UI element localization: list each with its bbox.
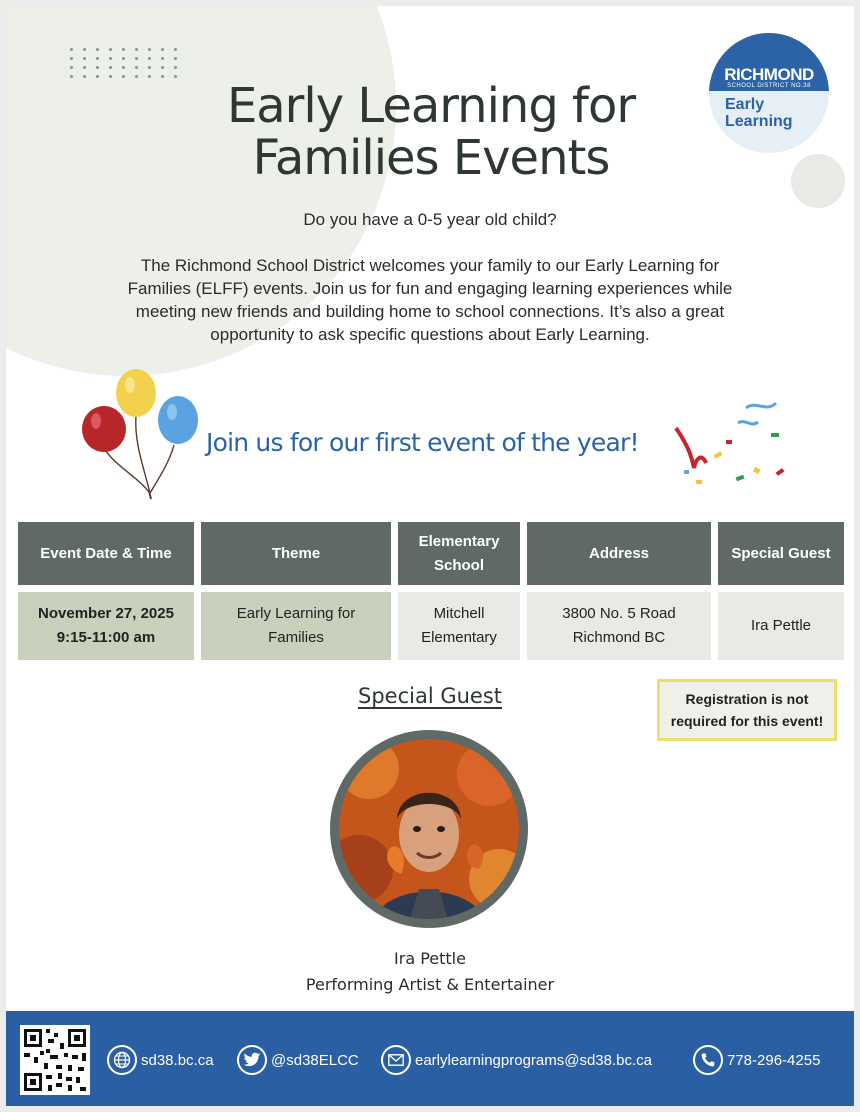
header-school: Elementary School [398,522,520,585]
age-question: Do you have a 0-5 year old child? [303,210,557,229]
twitter-link[interactable]: @sd38ELCC [237,1045,359,1075]
guest-name: Ira Pettle [394,949,466,968]
header-special-guest: Special Guest [718,522,844,585]
cell-theme: Early Learning for Families [201,592,391,660]
balloons-illustration [74,363,204,503]
mail-icon [381,1045,411,1075]
join-banner-text: Join us for our first event of the year! [206,428,639,457]
phone-link[interactable]: 778-296-4255 [693,1045,820,1075]
confetti-illustration [666,398,786,493]
globe-icon [107,1045,137,1075]
district-logo [709,33,829,153]
phone-icon [693,1045,723,1075]
registration-note: Registration is not required for this event! [657,679,837,741]
dot-grid-decoration [70,48,182,84]
cell-school: Mitchell Elementary [398,592,520,660]
guest-photo [329,729,529,929]
website-link[interactable]: sd38.bc.ca [107,1045,214,1075]
contact-footer [6,1011,854,1106]
header-theme: Theme [201,522,391,585]
cell-address: 3800 No. 5 Road Richmond BC [527,592,711,660]
intro-paragraph: The Richmond School District welcomes your family to our Early Learning for Families (ELFF) events. Join us for fun and engaging learning experiences while meeting new friends and building home to school connections. It’s also a great opportunity to ask specific questions about Early Learning. [127,256,733,344]
special-guest-heading: Special Guest [357,684,503,708]
twitter-icon [237,1045,267,1075]
guest-role: Performing Artist & Entertainer [305,975,555,994]
email-link[interactable]: earlylearningprograms@sd38.bc.ca [381,1045,652,1075]
page-title: Early Learning for Families Events [226,78,636,186]
qr-code[interactable] [20,1025,90,1095]
logo-name: RICHMOND [724,65,814,84]
header-address: Address [527,522,711,585]
cell-special-guest: Ira Pettle [718,592,844,660]
logo-subtitle: SCHOOL DISTRICT NO.38 [727,83,811,89]
logo-program: Early Learning [725,96,793,130]
header-date-time: Event Date & Time [18,522,194,585]
decorative-circle [791,154,845,208]
flyer-page [6,6,854,1106]
cell-date-time: November 27, 2025 9:15-11:00 am [18,592,194,660]
